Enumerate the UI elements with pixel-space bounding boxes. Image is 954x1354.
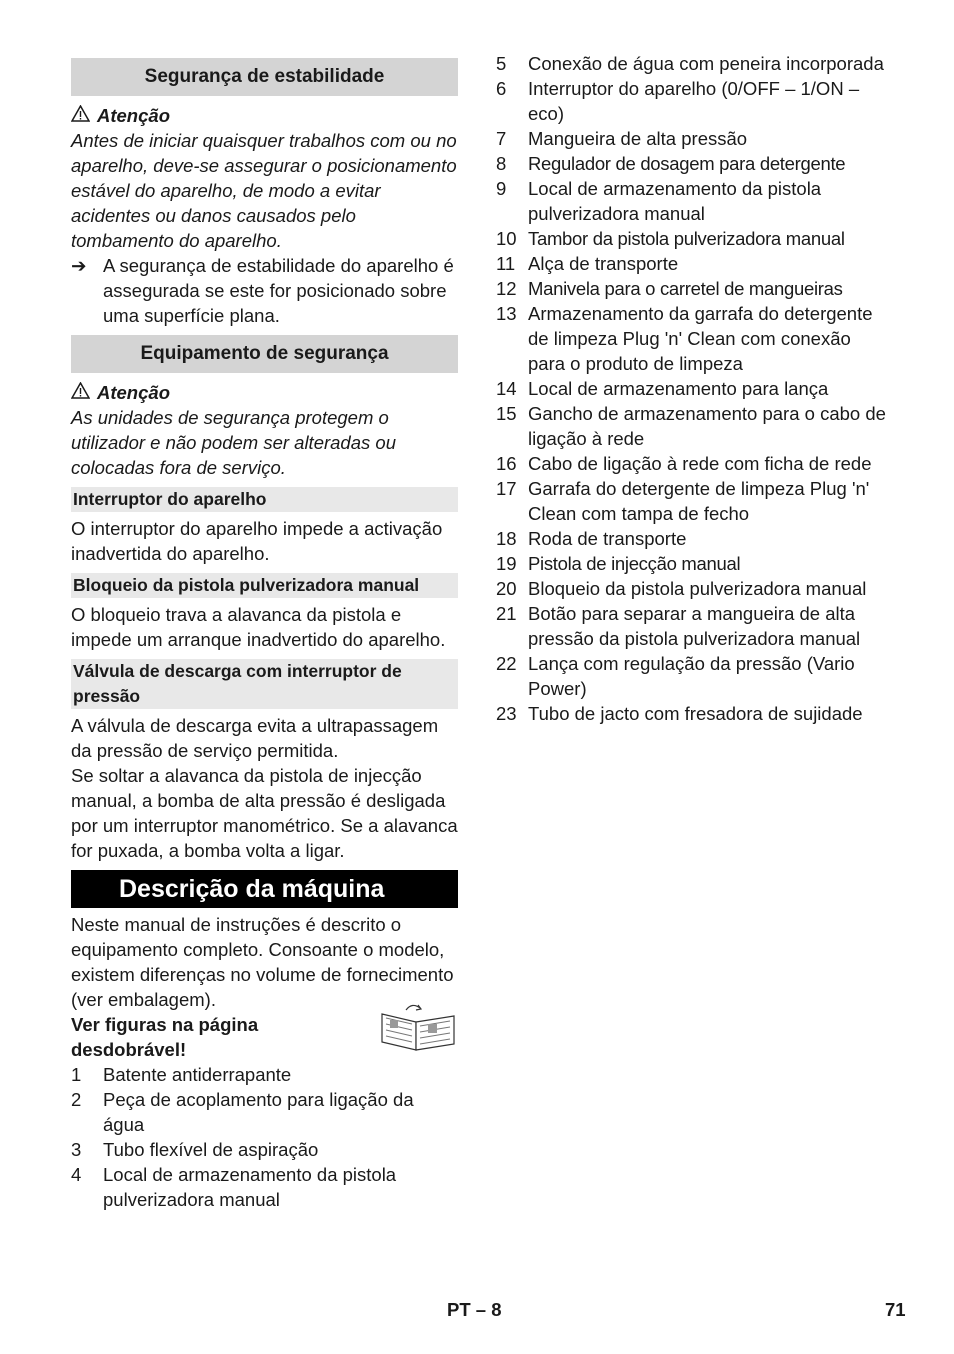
item-number: 16 xyxy=(496,453,517,474)
item-number: 13 xyxy=(496,303,517,324)
list-item xyxy=(496,226,888,251)
item-number: 22 xyxy=(496,653,517,674)
item-text: Botão para separar a mangueira de alta pressão da pistola pulverizadora manual xyxy=(528,603,861,649)
warning-triangle-icon xyxy=(71,380,97,405)
section-heading-stability: Segurança de estabilidade xyxy=(71,58,458,96)
figures-note: Ver figuras na página desdobrável! xyxy=(71,1014,259,1060)
section-heading-safety: Equipamento de segurança xyxy=(71,335,458,373)
item-number: 5 xyxy=(496,53,507,74)
item-number: 18 xyxy=(496,528,517,549)
item-text: Peça de acoplamento para ligação da água xyxy=(103,1089,414,1135)
item-text: Interruptor do aparelho (0/OFF – 1/ON – eco) xyxy=(528,78,860,124)
warning-title xyxy=(71,380,458,405)
item-number: 10 xyxy=(496,228,517,249)
warning-label: Atenção xyxy=(97,382,170,403)
item-number: 14 xyxy=(496,378,517,399)
item-text: Gancho de armazenamento para o cabo de ligação à rede xyxy=(528,403,886,449)
chapter-heading: Descrição da máquina xyxy=(71,870,458,908)
arrow-right-icon: ➔ xyxy=(71,255,87,276)
item-number: 19 xyxy=(496,553,517,574)
list-item xyxy=(496,701,888,726)
list-item xyxy=(496,451,888,476)
left-column xyxy=(71,58,458,1212)
foldout-page-icon xyxy=(378,1000,458,1054)
instruction-item xyxy=(71,253,458,328)
item-text: Tubo de jacto com fresadora de sujidade xyxy=(528,703,863,724)
item-number: 20 xyxy=(496,578,517,599)
item-number: 7 xyxy=(496,128,507,149)
list-item xyxy=(496,651,888,701)
list-item xyxy=(496,126,888,151)
list-item xyxy=(496,51,888,76)
item-text: Local de armazenamento para lança xyxy=(528,378,829,399)
item-number: 2 xyxy=(71,1089,82,1110)
figures-note-row xyxy=(71,1012,458,1062)
item-number: 8 xyxy=(496,153,507,174)
right-column xyxy=(496,51,888,726)
item-text: Lança com regulação da pressão (Vario Power) xyxy=(528,653,855,699)
item-text: Tubo flexível de aspiração xyxy=(103,1139,319,1160)
warning-text: Antes de iniciar quaisquer trabalhos com ou no aparelho, deve-se assegurar o posicionamento estável do aparelho, de modo a evitar acidentes ou danos causados pelo tombamento do aparelho. xyxy=(71,130,457,251)
list-item xyxy=(71,1062,458,1087)
warning-text: As unidades de segurança protegem o utilizador e não podem ser alteradas ou colocadas fora de serviço. xyxy=(71,407,396,478)
component-list-right xyxy=(496,51,888,726)
list-item xyxy=(496,276,888,301)
item-number: 12 xyxy=(496,278,517,299)
list-item xyxy=(496,476,888,526)
item-number: 9 xyxy=(496,178,507,199)
list-item xyxy=(496,251,888,276)
page-label: PT – 8 xyxy=(447,1299,502,1320)
item-number: 17 xyxy=(496,478,517,499)
valve-text: Se soltar a alavanca da pistola de injecção manual, a bomba de alta pressão é desligada por um interruptor manométrico. Se a alavanca for puxada, a bomba volta a ligar. xyxy=(71,765,458,861)
list-item xyxy=(71,1087,458,1137)
list-item xyxy=(496,76,888,126)
list-item xyxy=(496,601,888,651)
subheading-valve: Válvula de descarga com interruptor de pressão xyxy=(71,659,458,709)
item-text: Garrafa do detergente de limpeza Plug 'n' Clean com tampa de fecho xyxy=(528,478,870,524)
item-text: Batente antiderrapante xyxy=(103,1064,292,1085)
item-number: 1 xyxy=(71,1064,82,1085)
item-number: 11 xyxy=(496,253,516,274)
gun-lock-text: O bloqueio trava a alavanca da pistola e impede um arranque inadvertido do aparelho. xyxy=(71,604,446,650)
list-item xyxy=(496,401,888,451)
item-text: Tambor da pistola pulverizadora manual xyxy=(528,228,845,249)
item-text: Mangueira de alta pressão xyxy=(528,128,748,149)
item-text: Pistola de injecção manual xyxy=(528,553,741,574)
warning-title xyxy=(71,103,458,128)
list-item xyxy=(496,376,888,401)
page-number: 71 xyxy=(885,1299,906,1320)
list-item xyxy=(71,1137,458,1162)
subheading-switch: Interruptor do aparelho xyxy=(71,487,458,512)
warning-triangle-icon xyxy=(71,103,97,128)
instruction-text: A segurança de estabilidade do aparelho é assegurada se este for posicionado sobre uma superfície plana. xyxy=(103,255,454,326)
list-item xyxy=(496,151,888,176)
item-text: Local de armazenamento da pistola pulverizadora manual xyxy=(103,1164,397,1210)
item-text: Manivela para o carretel de mangueiras xyxy=(528,278,843,299)
item-text: Alça de transporte xyxy=(528,253,679,274)
subheading-gun-lock: Bloqueio da pistola pulverizadora manual xyxy=(71,573,458,598)
switch-text: O interruptor do aparelho impede a activação inadvertida do aparelho. xyxy=(71,518,443,564)
list-item xyxy=(71,1162,458,1212)
item-text: Regulador de dosagem para detergente xyxy=(528,153,846,174)
list-item xyxy=(496,526,888,551)
list-item xyxy=(496,301,888,376)
list-item xyxy=(496,551,888,576)
item-number: 4 xyxy=(71,1164,82,1185)
valve-text: A válvula de descarga evita a ultrapassagem da pressão de serviço permitida. xyxy=(71,715,439,761)
item-text: Bloqueio da pistola pulverizadora manual xyxy=(528,578,867,599)
item-number: 3 xyxy=(71,1139,82,1160)
component-list-left xyxy=(71,1062,458,1212)
item-text: Armazenamento da garrafa do detergente de limpeza Plug 'n' Clean com conexão para o produto de limpeza xyxy=(528,303,873,374)
warning-label: Atenção xyxy=(97,105,170,126)
item-number: 23 xyxy=(496,703,517,724)
item-text: Local de armazenamento da pistola pulverizadora manual xyxy=(528,178,822,224)
item-text: Conexão de água com peneira incorporada xyxy=(528,53,884,74)
list-item xyxy=(496,176,888,226)
item-text: Roda de transporte xyxy=(528,528,687,549)
description-intro: Neste manual de instruções é descrito o equipamento completo. Consoante o modelo, existem diferenças no volume de fornecimento (ver embalagem). xyxy=(71,914,454,1010)
item-number: 21 xyxy=(496,603,517,624)
item-number: 6 xyxy=(496,78,507,99)
list-item xyxy=(496,576,888,601)
item-text: Cabo de ligação à rede com ficha de rede xyxy=(528,453,872,474)
item-number: 15 xyxy=(496,403,517,424)
